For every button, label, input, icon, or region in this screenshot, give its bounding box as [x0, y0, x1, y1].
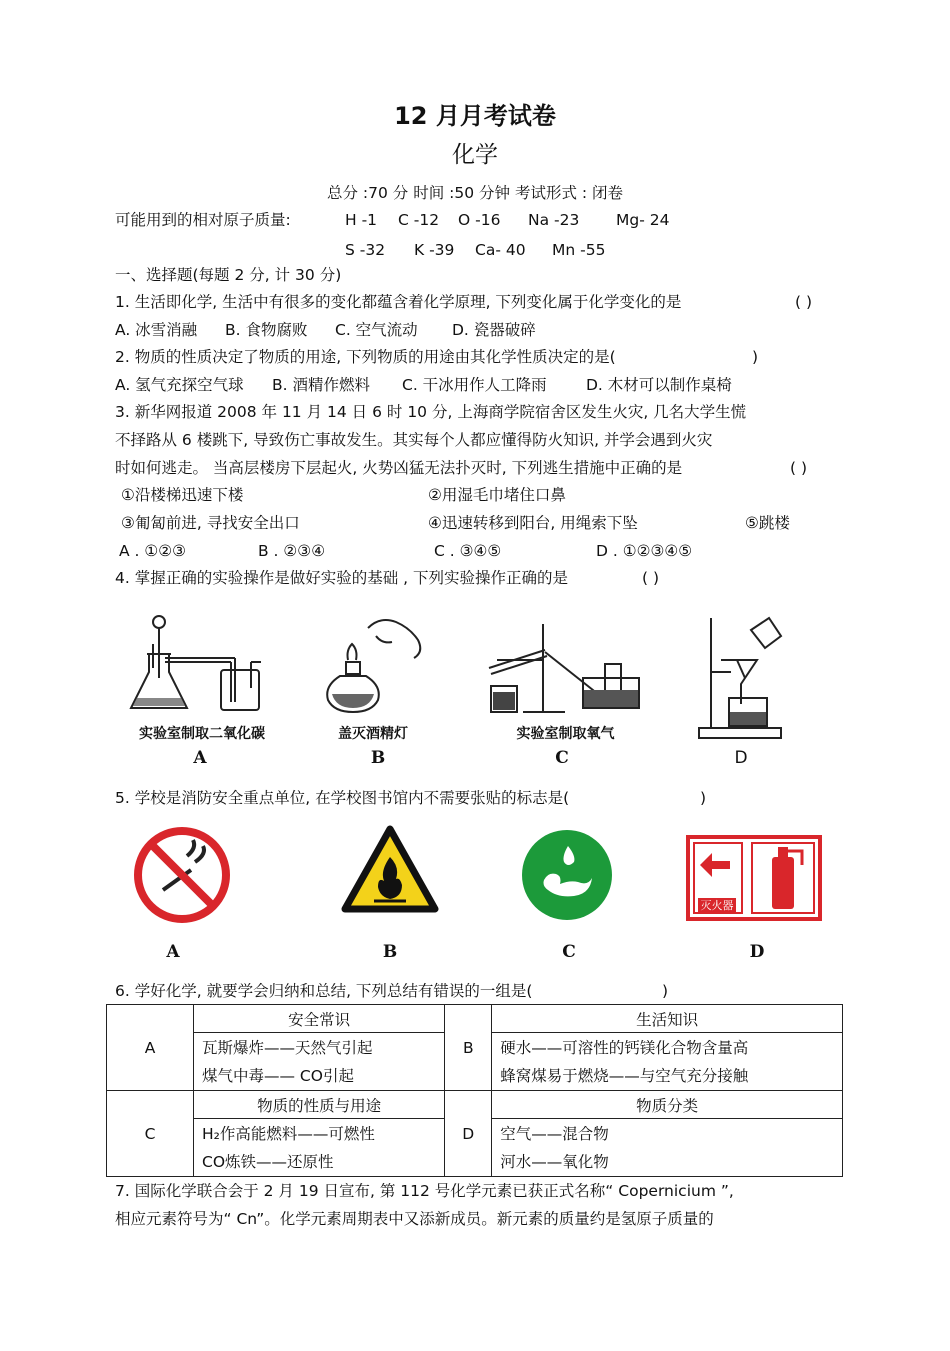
q6-d-line2: 河水——氧化物 [500, 1152, 609, 1171]
q6-b-body [492, 1033, 843, 1091]
q7-line1: 7. 国际化学联合会于 2 月 19 日宣布, 第 112 号化学元素已获正式名称“ Copernicium ”, [115, 1182, 734, 1200]
q3-option-c: C . ③④⑤ [434, 542, 502, 560]
q6-b-header: 生活知识 [492, 1005, 843, 1033]
q6-a-body [194, 1033, 445, 1091]
q3-option-a: A . ①②③ [119, 542, 187, 560]
q6-d-line1: 空气——混合物 [500, 1124, 609, 1143]
q2-option-c: C. 干冰用作人工降雨 [402, 376, 547, 394]
q1-option-b: B. 食物腐败 [225, 321, 308, 339]
q1-option-a: A. 冰雪消融 [115, 321, 198, 339]
q5-stem: 5. 学校是消防安全重点单位, 在学校图书馆内不需要张贴的标志是( [115, 789, 570, 807]
q3-option-d: D . ①②③④⑤ [596, 542, 693, 560]
figure-a-letter: A [193, 748, 207, 768]
q2-paren: ) [752, 348, 759, 366]
q6-a-header: 安全常识 [194, 1005, 445, 1033]
q4-stem: 4. 掌握正确的实验操作是做好实验的基础 , 下列实验操作正确的是 [115, 569, 568, 587]
q1-stem: 1. 生活即化学, 生活中有很多的变化都蕴含着化学原理, 下列变化属于化学变化的是 [115, 293, 682, 311]
mass-mn: Mn -55 [552, 241, 606, 259]
q3-item-2: ②用湿毛巾堵住口鼻 [428, 486, 566, 504]
figure-co2-apparatus [125, 610, 275, 720]
figure-o2-apparatus [483, 620, 648, 718]
figure-b-letter: B [370, 748, 386, 768]
mass-ca: Ca- 40 [475, 241, 526, 259]
q3-item-5: ⑤跳楼 [745, 514, 790, 532]
figure-d-letter: D [734, 748, 748, 768]
q2-option-a: A. 氢气充探空气球 [115, 376, 244, 394]
section1-title: 一、选择题(每题 2 分, 计 30 分) [115, 266, 342, 284]
mass-mg: Mg- 24 [616, 211, 670, 229]
q6-c-header: 物质的性质与用途 [194, 1091, 445, 1119]
q3-line1: 3. 新华网报道 2008 年 11 月 14 日 6 时 10 分, 上海商学院宿舍区发生火灾, 几名大学生慌 [115, 403, 747, 421]
q3-item-3: ③匍匐前进, 寻找安全出口 [121, 514, 300, 532]
figure-filtration [695, 612, 790, 744]
sign-a-letter: A [166, 942, 180, 962]
q6-a-line2: 煤气中毒—— CO引起 [202, 1066, 354, 1085]
page-title: 12 月月考试卷 [394, 102, 556, 130]
q6-c-line1: H₂作高能燃料——可燃性 [202, 1124, 375, 1143]
q3-item-1: ①沿楼梯迅速下楼 [121, 486, 244, 504]
sign-c-letter: C [562, 942, 576, 962]
mass-o: O -16 [458, 211, 501, 229]
exam-info: 总分 :70 分 时间 :50 分钟 考试形式 : 闭卷 [326, 184, 624, 202]
mass-s: S -32 [345, 241, 386, 259]
mass-k: K -39 [414, 241, 455, 259]
figure-c-caption: 实验室制取氧气 [516, 726, 615, 742]
q6-b-line2: 蜂窝煤易于燃烧——与空气充分接触 [500, 1066, 749, 1085]
q2-option-d: D. 木材可以制作桌椅 [586, 376, 732, 394]
q3-option-b: B . ②③④ [258, 542, 326, 560]
q2-stem: 2. 物质的性质决定了物质的用途, 下列物质的用途由其化学性质决定的是( [115, 348, 616, 366]
no-smoking-sign [133, 826, 231, 924]
figure-c-letter: C [555, 748, 569, 768]
sign-b-letter: B [382, 942, 398, 962]
q7-line2: 相应元素符号为“ Cn”。化学元素周期表中又添新成员。新元素的质量约是氢原子质量的 [115, 1210, 714, 1228]
q6-key-d: D [445, 1091, 492, 1177]
mass-h: H -1 [345, 211, 378, 229]
mass-c: C -12 [398, 211, 440, 229]
q6-paren: ) [662, 982, 669, 1000]
q6-key-a: A [107, 1005, 194, 1091]
sign-d-text: 灭火器 [698, 898, 736, 914]
water-saving-sign [520, 828, 614, 922]
q1-option-c: C. 空气流动 [335, 321, 418, 339]
q1-option-d: D. 瓷器破碎 [452, 321, 536, 339]
q6-d-body [492, 1119, 843, 1177]
q3-item-4: ④迅速转移到阳台, 用绳索下坠 [428, 514, 638, 532]
q6-b-line1: 硬水——可溶性的钙镁化合物含量高 [500, 1038, 749, 1057]
q6-d-header: 物质分类 [492, 1091, 843, 1119]
q3-line3: 时如何逃走。 当高层楼房下层起火, 火势凶猛无法扑灭时, 下列逃生措施中正确的是 [115, 459, 683, 477]
figure-alcohol-lamp [318, 614, 428, 718]
sign-d-letter: D [749, 942, 765, 962]
subject-title: 化学 [452, 142, 498, 168]
figure-a-caption: 实验室制取二氧化碳 [139, 726, 265, 742]
q4-paren: ( ) [642, 569, 660, 587]
q6-key-c: C [107, 1091, 194, 1177]
masses-label: 可能用到的相对原子质量: [115, 211, 291, 229]
q3-line2: 不择路从 6 楼跳下, 导致伤亡事故发生。其实每个人都应懂得防火知识, 并学会遇到火灾 [115, 431, 713, 449]
q5-paren: ) [700, 789, 707, 807]
q3-paren: ( ) [790, 459, 808, 477]
q6-stem: 6. 学好化学, 就要学会归纳和总结, 下列总结有错误的一组是( [115, 982, 533, 1000]
q6-key-b: B [445, 1005, 492, 1091]
figure-b-caption: 盖灭酒精灯 [338, 726, 408, 742]
q2-option-b: B. 酒精作燃料 [272, 376, 370, 394]
mass-na: Na -23 [528, 211, 580, 229]
q6-c-line2: CO炼铁——还原性 [202, 1152, 334, 1171]
q1-paren: ( ) [795, 293, 813, 311]
q6-a-line1: 瓦斯爆炸——天然气引起 [202, 1038, 373, 1057]
q6-c-body [194, 1119, 445, 1177]
q6-summary-table [106, 1004, 843, 1177]
flammable-sign [340, 823, 440, 915]
